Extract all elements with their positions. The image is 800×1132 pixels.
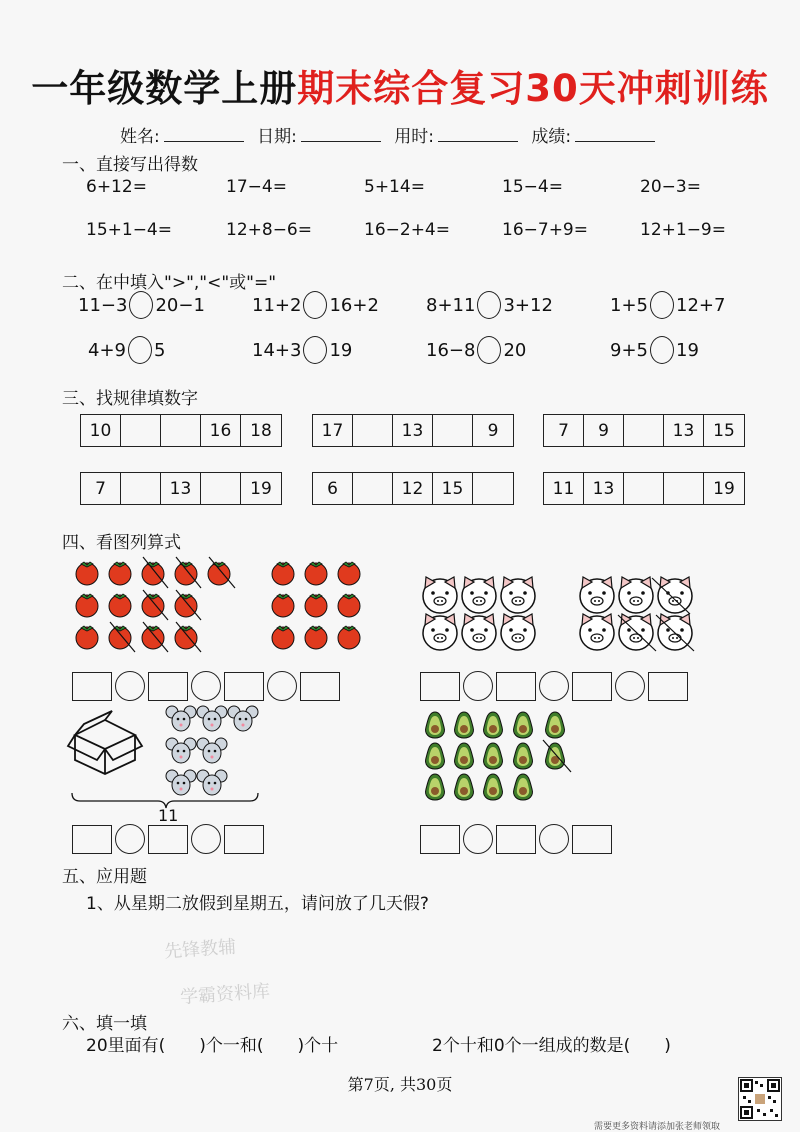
sequence-table: 11 13 19 (543, 472, 745, 505)
answer-box[interactable] (648, 672, 688, 701)
operator-circle[interactable] (539, 671, 569, 701)
time-field[interactable]: 用时: (394, 122, 518, 147)
section5-heading: 五、应用题 (62, 867, 147, 887)
brace-total: 11 (158, 806, 179, 825)
pig-group-crossed (580, 577, 694, 651)
fill-question-2: 2个十和0个一组成的数是( ) (432, 1036, 671, 1056)
calc-item: 17−4= (226, 177, 287, 197)
calc-item: 5+14= (364, 177, 425, 197)
calc-item: 15−4= (502, 177, 563, 197)
compare-item: 4+9 5 (88, 336, 165, 364)
equation-row (72, 671, 340, 701)
page-number: 第7页, 共30页 (347, 1075, 453, 1094)
title-black: 一年级数学上册 (31, 67, 298, 110)
qr-icon (739, 1078, 781, 1120)
answer-box[interactable] (496, 672, 536, 701)
operator-circle[interactable] (191, 824, 221, 854)
calc-item: 12+1−9= (640, 220, 726, 240)
answer-box[interactable] (72, 672, 112, 701)
avocado-group (426, 712, 571, 800)
equation-row (72, 824, 264, 854)
section6-heading: 六、填一填 (62, 1014, 147, 1034)
answer-box[interactable] (420, 825, 460, 854)
operator-circle[interactable] (615, 671, 645, 701)
operator-circle[interactable] (463, 824, 493, 854)
title-red: 期末综合复习30天冲刺训练 (297, 67, 769, 110)
qr-code (738, 1077, 782, 1121)
compare-item: 16−8 20 (426, 336, 526, 364)
sequence-table: 10 16 18 (80, 414, 282, 447)
compare-item: 11−3 20−1 (78, 291, 205, 319)
answer-box[interactable] (572, 825, 612, 854)
mouse-group (166, 706, 258, 795)
name-field[interactable]: 姓名: (120, 122, 244, 147)
operator-circle[interactable] (539, 824, 569, 854)
answer-box[interactable] (148, 825, 188, 854)
operator-circle[interactable] (191, 671, 221, 701)
answer-box[interactable] (572, 672, 612, 701)
operator-circle[interactable] (463, 671, 493, 701)
fill-question-1: 20里面有( )个一和( )个十 (86, 1036, 339, 1056)
calc-item: 20−3= (640, 177, 701, 197)
box-icon (68, 711, 142, 774)
pig-group (423, 577, 535, 650)
calc-item: 16−7+9= (502, 220, 588, 240)
answer-box[interactable] (496, 825, 536, 854)
section4-heading: 四、看图列算式 (62, 533, 181, 553)
compare-item: 11+2 16+2 (252, 291, 379, 319)
operator-circle[interactable] (115, 671, 145, 701)
section1-heading: 一、直接写出得数 (62, 155, 198, 175)
sequence-table: 7 13 19 (80, 472, 282, 505)
calc-item: 12+8−6= (226, 220, 312, 240)
sequence-table: 6 12 15 (312, 472, 514, 505)
score-field[interactable]: 成绩: (531, 122, 655, 147)
compare-item: 1+5 12+7 (610, 291, 725, 319)
section3-heading: 三、找规律填数字 (62, 389, 198, 409)
operator-circle[interactable] (115, 824, 145, 854)
sequence-table: 17 13 9 (312, 414, 514, 447)
word-problem: 1、从星期二放假到星期五，请问放了几天假? (86, 894, 429, 914)
tomato-group (272, 562, 360, 649)
compare-item: 9+5 19 (610, 336, 699, 364)
date-field[interactable]: 日期: (257, 122, 381, 147)
equation-row (420, 671, 688, 701)
equation-row (420, 824, 612, 854)
watermark-line1: 先锋教辅 (163, 936, 237, 963)
answer-box[interactable] (72, 825, 112, 854)
calc-item: 15+1−4= (86, 220, 172, 240)
qr-note: 需要更多资料请添加张老师领取 (594, 1122, 721, 1132)
answer-box[interactable] (300, 672, 340, 701)
operator-circle[interactable] (267, 671, 297, 701)
calc-item: 16−2+4= (364, 220, 450, 240)
tomato-group-crossed (76, 557, 235, 652)
compare-item: 14+3 19 (252, 336, 352, 364)
answer-box[interactable] (224, 672, 264, 701)
answer-box[interactable] (420, 672, 460, 701)
calc-item: 6+12= (86, 177, 147, 197)
compare-item: 8+11 3+12 (426, 291, 553, 319)
watermark-line2: 学霸资料库 (179, 980, 271, 1009)
sequence-table: 7 9 13 15 (543, 414, 745, 447)
answer-box[interactable] (148, 672, 188, 701)
section2-heading: 二、在中填入">","<"或"=" (62, 273, 277, 293)
answer-box[interactable] (224, 825, 264, 854)
